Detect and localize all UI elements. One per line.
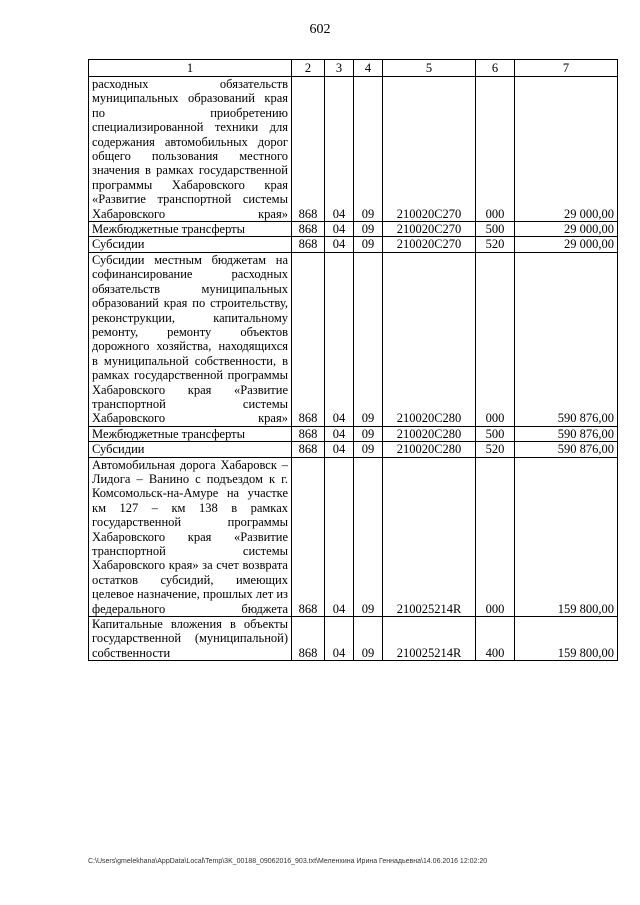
table-row (89, 426, 618, 441)
description-cell: расходных обязательств муниципальных образований края по приобретению специализированной техники для содержания автомобильных дорог общего пользования местного значения в рамках государственной программы Хабаровского края «Развитие транспортной системы Хабаровского края» (89, 77, 292, 222)
file-path-footer: C:\Users\gmelekhana\AppData\Local\Temp\3K_00188_09062016_903.txt\Меленхина Ирина Геннадьевна\14.06.2016 12:02:20 (88, 858, 488, 865)
amount-cell: 590 876,00 (515, 426, 618, 441)
grbs-cell: 868 (292, 252, 325, 426)
table-row (89, 457, 618, 616)
section-cell: 04 (325, 617, 354, 661)
subsection-cell: 09 (354, 617, 383, 661)
header-cell: 1 (89, 60, 292, 77)
target-item-cell: 210025214R (383, 617, 476, 661)
subsection-cell: 09 (354, 252, 383, 426)
amount-cell: 590 876,00 (515, 442, 618, 457)
description-cell: Субсидии (89, 442, 292, 457)
target-item-cell: 210020С280 (383, 426, 476, 441)
target-item-cell: 210025214R (383, 457, 476, 616)
expense-type-cell: 000 (476, 252, 515, 426)
grbs-cell: 868 (292, 237, 325, 252)
section-cell: 04 (325, 426, 354, 441)
table-row (89, 252, 618, 426)
section-cell: 04 (325, 77, 354, 222)
table-row (89, 442, 618, 457)
subsection-cell: 09 (354, 442, 383, 457)
description-cell: Капитальные вложения в объекты государственной (муниципальной) собственности (89, 617, 292, 661)
expense-type-cell: 000 (476, 77, 515, 222)
expense-type-cell: 500 (476, 222, 515, 237)
subsection-cell: 09 (354, 222, 383, 237)
expense-type-cell: 000 (476, 457, 515, 616)
target-item-cell: 210020С270 (383, 237, 476, 252)
budget-table (88, 59, 618, 661)
section-cell: 04 (325, 442, 354, 457)
amount-cell: 29 000,00 (515, 222, 618, 237)
amount-cell: 159 800,00 (515, 457, 618, 616)
section-cell: 04 (325, 457, 354, 616)
target-item-cell: 210020С280 (383, 442, 476, 457)
grbs-cell: 868 (292, 457, 325, 616)
target-item-cell: 210020С270 (383, 77, 476, 222)
target-item-cell: 210020С270 (383, 222, 476, 237)
grbs-cell: 868 (292, 617, 325, 661)
header-cell: 7 (515, 60, 618, 77)
grbs-cell: 868 (292, 442, 325, 457)
amount-cell: 29 000,00 (515, 237, 618, 252)
target-item-cell: 210020С280 (383, 252, 476, 426)
grbs-cell: 868 (292, 77, 325, 222)
expense-type-cell: 520 (476, 237, 515, 252)
subsection-cell: 09 (354, 426, 383, 441)
table-row (89, 222, 618, 237)
grbs-cell: 868 (292, 426, 325, 441)
section-cell: 04 (325, 252, 354, 426)
table-row (89, 77, 618, 222)
header-cell: 5 (383, 60, 476, 77)
header-cell: 2 (292, 60, 325, 77)
amount-cell: 29 000,00 (515, 77, 618, 222)
amount-cell: 159 800,00 (515, 617, 618, 661)
description-cell: Субсидии (89, 237, 292, 252)
grbs-cell: 868 (292, 222, 325, 237)
section-cell: 04 (325, 222, 354, 237)
description-cell: Автомобильная дорога Хабаровск – Лидога – Ванино с подъездом к г. Комсомольск-на-Амуре на участке км 127 – км 138 в рамках государственной программы Хабаровского края «Развитие транспортной системы Хабаровского края» за счет возврата остатков субсидий, имеющих целевое назначение, прошлых лет из федерального бюджета (89, 457, 292, 616)
description-cell: Субсидии местным бюджетам на софинансирование расходных обязательств муниципальных образований края по строительству, реконструкции, капитальному ремонту, ремонту объектов дорожного хозяйства, находящихся в муниципальной собственности, в рамках государственной программы Хабаровского края «Развитие транспортной системы Хабаровского края» (89, 252, 292, 426)
expense-type-cell: 400 (476, 617, 515, 661)
subsection-cell: 09 (354, 77, 383, 222)
subsection-cell: 09 (354, 457, 383, 616)
table-header-row (89, 60, 618, 77)
header-cell: 4 (354, 60, 383, 77)
section-cell: 04 (325, 237, 354, 252)
description-cell: Межбюджетные трансферты (89, 222, 292, 237)
expense-type-cell: 520 (476, 442, 515, 457)
table-row (89, 617, 618, 661)
amount-cell: 590 876,00 (515, 252, 618, 426)
table-row (89, 237, 618, 252)
subsection-cell: 09 (354, 237, 383, 252)
header-cell: 6 (476, 60, 515, 77)
description-cell: Межбюджетные трансферты (89, 426, 292, 441)
header-cell: 3 (325, 60, 354, 77)
expense-type-cell: 500 (476, 426, 515, 441)
page-number: 602 (309, 22, 331, 37)
